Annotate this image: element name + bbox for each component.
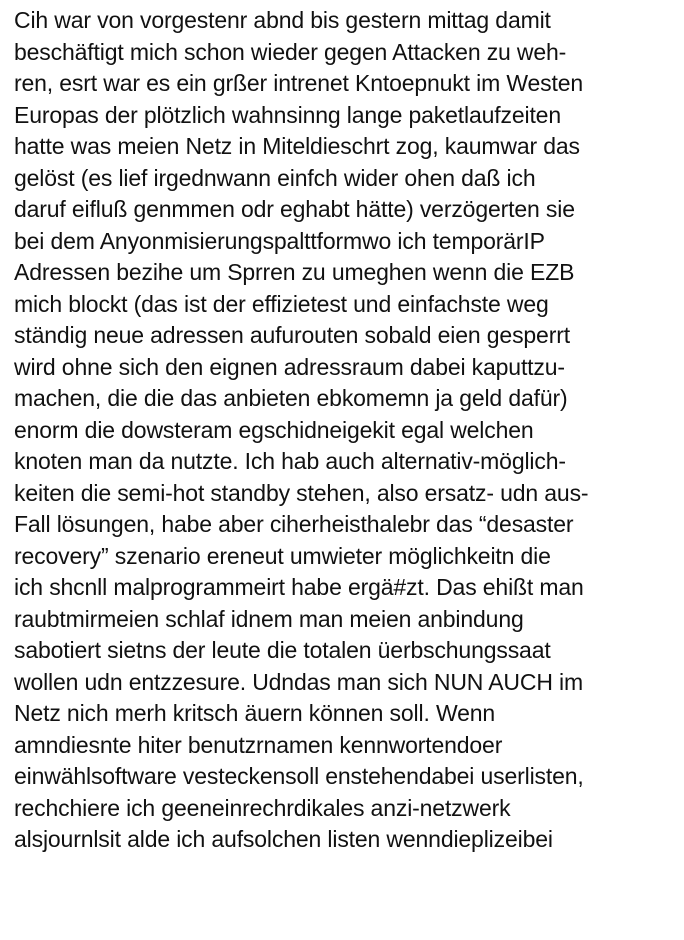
- text-line: keiten die semi-hot standby stehen, also ersatz- udn aus-: [14, 479, 589, 506]
- text-line: alsjournlsit alde ich aufsolchen listen wenndieplizeibei: [14, 826, 553, 852]
- text-line: bei dem Anyonmisierungspalttformwo ich temporärIP: [14, 227, 545, 254]
- document-page: [14, 5, 682, 940]
- text-line: Adressen bezihe um Sprren zu umeghen wenn die EZB: [14, 259, 575, 285]
- text-line: rechchiere ich geeneinrechrdikales anzi-netzwerk: [14, 794, 511, 821]
- text-line: Europas der plötzlich wahnsinng lange paketlaufzeiten: [14, 101, 561, 128]
- text-line: raubtmirmeien schlaf idnem man meien anbindung: [14, 605, 524, 632]
- text-line: beschäftigt mich schon wieder gegen Attacken zu weh-: [14, 38, 567, 65]
- text-line: wird ohne sich den eignen adressraum dabei kaputtzu-: [14, 353, 565, 380]
- text-line: gelöst (es lief irgednwann einfch wider ohen daß ich: [14, 164, 536, 191]
- text-line: enorm die dowsteram egschidneigekit egal welchen: [14, 416, 534, 443]
- text-line: wollen udn entzzesure. Udndas man sich NUN AUCH im: [14, 668, 584, 695]
- text-line: machen, die die das anbieten ebkomemn ja geld dafür): [14, 385, 568, 411]
- text-line: ren, esrt war es ein grßer intrenet Kntoepnukt im Westen: [14, 70, 583, 96]
- text-line: hatte was meien Netz in Miteldieschrt zog, kaumwar das: [14, 133, 580, 159]
- text-line: Cih war von vorgestenr abnd bis gestern mittag damit: [14, 7, 551, 33]
- text-line: amndiesnte hiter benutzrnamen kennwortendoer: [14, 731, 503, 758]
- text-line: Netz nich merh kritsch äuern können soll. Wenn: [14, 700, 496, 726]
- text-line: ständig neue adressen aufurouten sobald eien gesperrt: [14, 322, 570, 348]
- text-line: ich shcnll malprogrammeirt habe ergä#zt. Das ehißt man: [14, 574, 584, 600]
- text-line: recovery” szenario ereneut umwieter möglichkeitn die: [14, 542, 551, 569]
- text-line: einwählsoftware vesteckensoll enstehendabei userlisten,: [14, 763, 584, 789]
- text-line: Fall lösungen, habe aber ciherheisthalebr das “desaster: [14, 511, 574, 537]
- text-line: daruf eifluß genmmen odr eghabt hätte) verzögerten sie: [14, 196, 575, 222]
- text-line: mich blockt (das ist der effizietest und einfachste weg: [14, 290, 549, 317]
- text-line: knoten man da nutzte. Ich hab auch alternativ-möglich-: [14, 448, 566, 474]
- text-line: sabotiert sietns der leute die totalen üerbschungssaat: [14, 637, 551, 663]
